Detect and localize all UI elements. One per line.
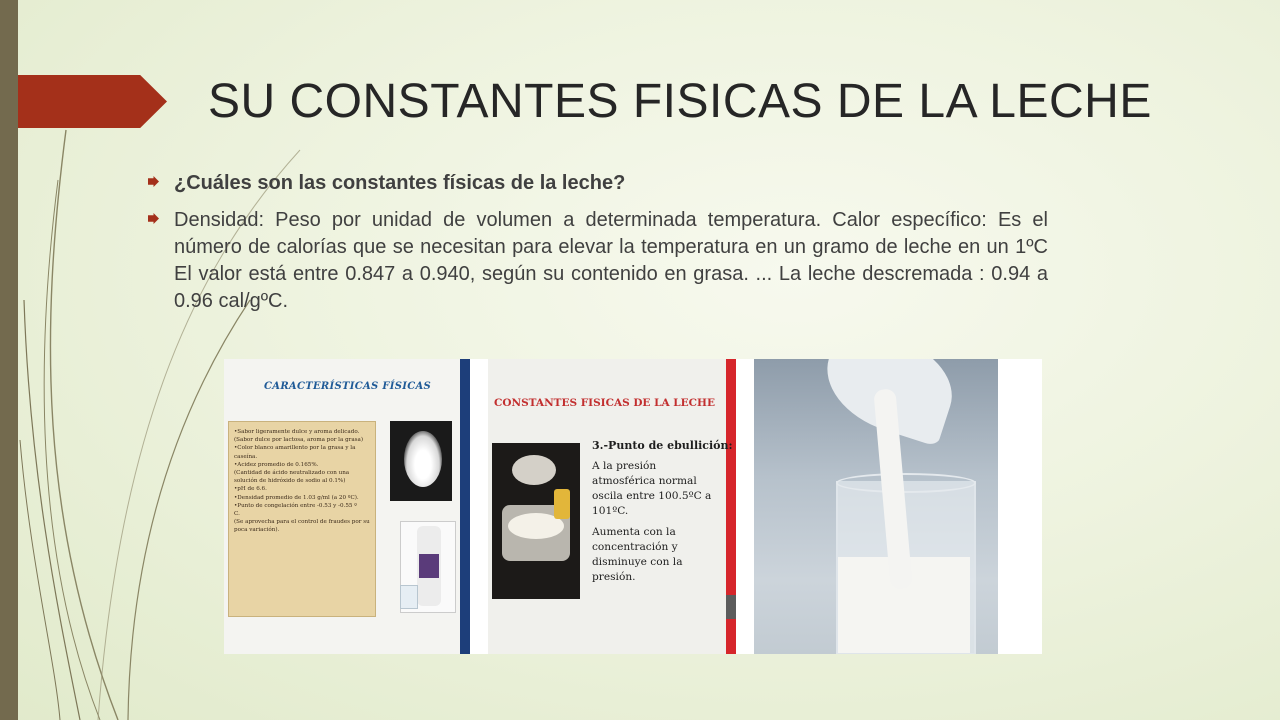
image-constantes-fisicas xyxy=(488,359,736,654)
panel-paragraph: A la presión atmosférica normal oscila entre 100.5ºC a 101ºC. xyxy=(592,460,712,517)
bullet-arrow-icon xyxy=(148,176,159,187)
title-accent-arrow xyxy=(18,75,167,128)
bullet-definition xyxy=(148,207,1048,315)
thermometer-shape xyxy=(554,489,570,519)
panel-heading: CONSTANTES FISICAS DE LA LECHE xyxy=(494,397,715,409)
characteristic-line: caseína. xyxy=(234,453,258,460)
pot-lid-shape xyxy=(512,455,556,485)
image-pouring-milk xyxy=(754,359,1002,654)
characteristic-line: •pH de 6.6. xyxy=(234,486,267,493)
characteristic-line: poca variación). xyxy=(234,527,280,534)
bullet-arrow-icon xyxy=(148,213,159,224)
milk-glass-shape xyxy=(400,585,418,609)
characteristic-line: •Densidad promedio de 1.03 g/ml (a 20 ºC). xyxy=(234,494,359,501)
glass-rim-shape xyxy=(836,473,976,493)
panel-edge-stripe xyxy=(460,359,470,654)
characteristics-box xyxy=(228,421,376,617)
characteristic-line: (Sabor dulce por lactosa, aroma por la grasa) xyxy=(234,437,364,444)
panel-subheading: 3.-Punto de ebullición: xyxy=(592,439,733,452)
characteristic-line: (Se aprovecha para el control de fraudes por su xyxy=(234,519,370,526)
characteristic-line: •Color blanco amarillento por la grasa y la xyxy=(234,445,356,452)
milk-splash-shape xyxy=(404,431,442,487)
characteristic-line: solución de hidróxido de sodio al 0.1%) xyxy=(234,478,346,485)
characteristic-line: •Acidez promedio de 0.165%. xyxy=(234,461,319,468)
image-strip xyxy=(224,359,1042,654)
bullet-question xyxy=(148,170,1048,197)
characteristic-line: C. xyxy=(234,511,240,518)
bullet-text: ¿Cuáles son las constantes físicas de la leche? xyxy=(174,172,626,194)
milk-splash-photo xyxy=(390,421,452,501)
characteristic-line: •Punto de congelación entre -0.53 y -0.55 º xyxy=(234,502,357,509)
bullet-list xyxy=(148,170,1048,325)
characteristic-line: (Cantidad de ácido neutralizado con una xyxy=(234,470,350,477)
panel-paragraph: Aumenta con la concentración y disminuye con la presión. xyxy=(592,526,683,583)
slide-title: SU CONSTANTES FISICAS DE LA LECHE xyxy=(208,75,1152,128)
photo-edge xyxy=(998,359,1002,654)
characteristic-line: •Sabor ligeramente dulce y aroma delicado. xyxy=(234,429,360,435)
bottle-label-shape xyxy=(419,554,439,578)
bullet-text: Densidad: Peso por unidad de volumen a determinada temperatura. Calor específico: Es el número de calorías que se necesitan para elevar la temperatura en un gramo de leche en un 1ºC El valor está entre 0.847 a 0.940, según su contenido en grasa. ... La leche descremada : 0.94 a 0.96 cal/gºC. xyxy=(174,209,1048,312)
panel-heading: CARACTERÍSTICAS FÍSICAS xyxy=(264,381,432,392)
boiling-milk-photo xyxy=(492,443,580,599)
panel-nav-marker xyxy=(726,595,736,619)
image-caracteristicas-fisicas xyxy=(224,359,470,654)
